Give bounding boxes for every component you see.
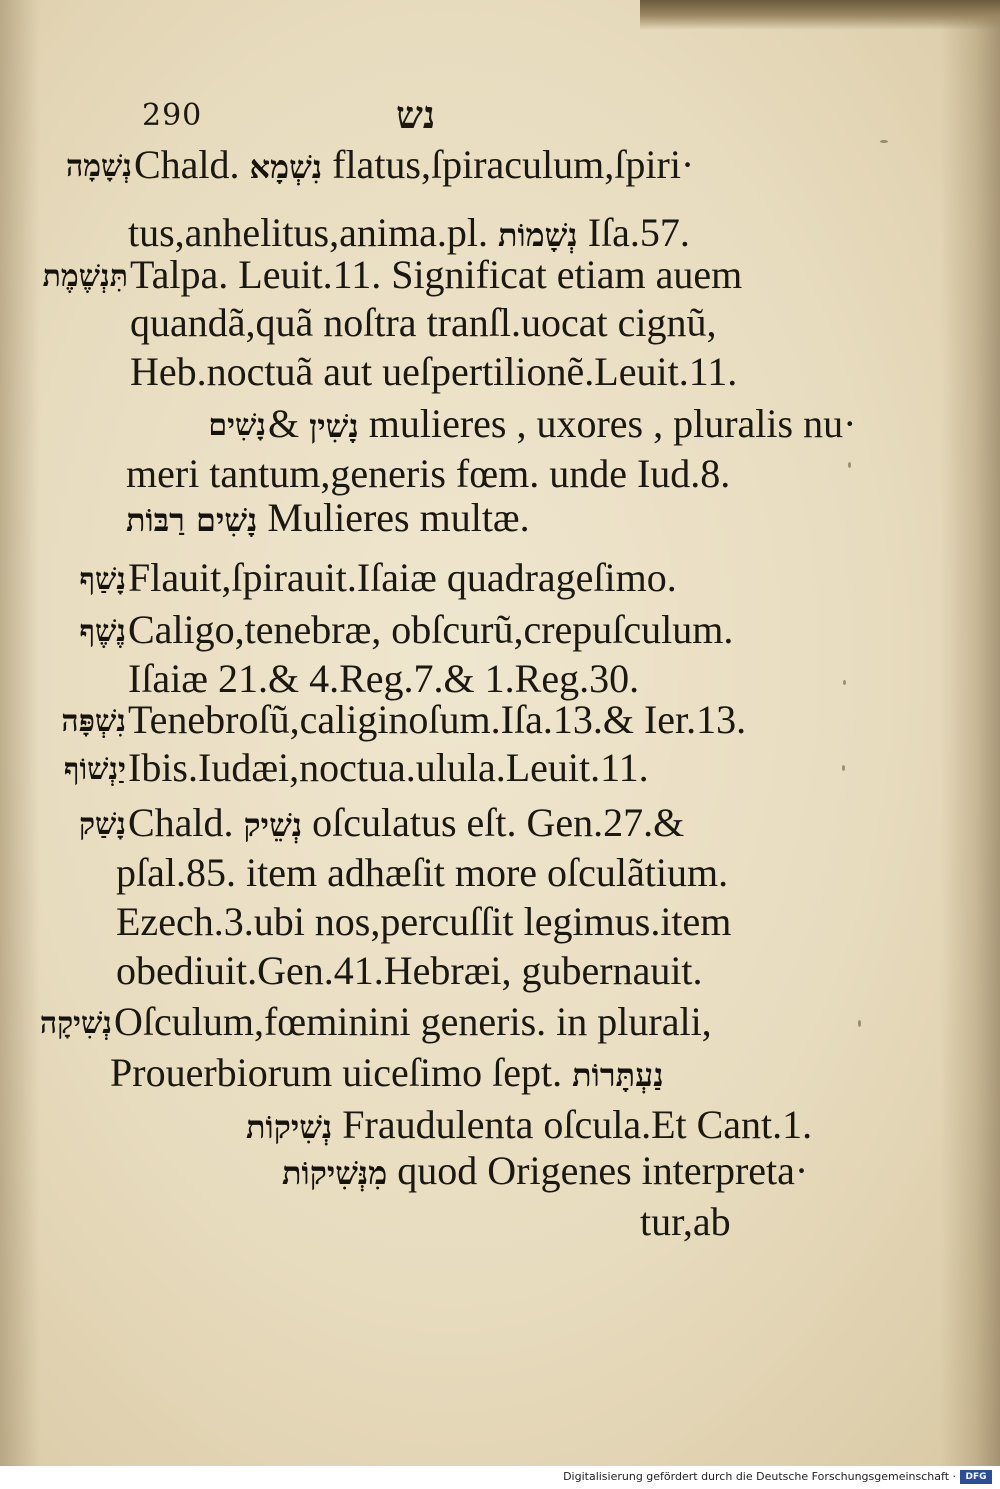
hebrew-word: נְשֵׁיק <box>243 806 303 844</box>
text-line: Chald. נְשֵׁיק oſculatus eſt. Gen.27.& <box>128 800 685 845</box>
text-line: מִנְּשִׁיקוֹת quod Origenes interpreta· <box>282 1148 809 1193</box>
headword-hebrew: נָשַׁף <box>79 562 126 597</box>
ink-speck <box>842 765 845 771</box>
text-line: Caligo,tenebræ, obſcurũ,crepuſculum. <box>128 607 734 652</box>
text-line: נָשִׁים רַבּוֹת Mulieres multæ. <box>126 495 530 540</box>
ink-speck <box>843 680 846 685</box>
text-line: Tenebroſũ,caliginoſum.Iſa.13.& Ier.13. <box>128 697 747 742</box>
text-line: Chald. נִשְׁמָא flatus,ſpiraculum,ſpiri· <box>134 142 695 187</box>
hebrew-word: נְשִׁיקוֹת <box>246 1108 333 1146</box>
running-head: נש <box>396 92 436 137</box>
text-line: Heb.noctuã aut ueſpertilionẽ.Leuit.11. <box>130 349 738 394</box>
hebrew-word: נָשִׁין <box>309 407 359 445</box>
text-line: pſal.85. item adhæſit more oſculãtium. <box>116 850 729 895</box>
text-line: Iſaiæ 21.& 4.Reg.7.& 1.Reg.30. <box>128 656 640 701</box>
headword-hebrew: נְשִׁיקָה <box>39 1006 112 1041</box>
text-line: Prouerbiorum uiceſimo ſept. נַעְתָּרוֹת <box>110 1050 664 1095</box>
text-line: quandã,quã noſtra tranſl.uocat cignũ, <box>130 300 717 345</box>
headword-hebrew: נֶשֶׁף <box>79 614 126 649</box>
text-line: & נָשִׁין mulieres , uxores , pluralis nu· <box>268 401 857 446</box>
headword-hebrew: יַנְשׁוֹף <box>63 752 126 787</box>
hebrew-word: נְשָׁמוֹת <box>497 216 578 254</box>
headword-hebrew: נָשַׁק <box>78 807 126 842</box>
hebrew-word: מִנְּשִׁיקוֹת <box>282 1154 388 1192</box>
text-line: Oſculum,fœminini generis. in plurali, <box>114 999 712 1044</box>
text-line: Ezech.3.ubi nos,percuſſit legimus.item <box>116 899 732 944</box>
ink-speck <box>880 140 888 143</box>
text-line: Flauit,ſpirauit.Iſaiæ quadrageſimo. <box>128 555 677 600</box>
text-line: נְשִׁיקוֹת Fraudulenta oſcula.Et Cant.1. <box>246 1102 813 1147</box>
hebrew-word: נִשְׁמָא <box>249 148 323 186</box>
text-line: tus,anhelitus,anima.pl. נְשָׁמוֹת Iſa.57. <box>128 210 690 255</box>
footer <box>0 1466 1000 1489</box>
ink-speck <box>858 1020 861 1027</box>
ink-speck <box>848 462 851 468</box>
headword-hebrew: תִּנְשֶׁמֶת <box>42 259 128 294</box>
text-line: Talpa. Leuit.11. Significat etiam auem <box>130 252 743 297</box>
headword-hebrew: נָשִׁים <box>208 408 266 443</box>
digitization-credit: Digitalisierung gefördert durch die Deutsche Forschungsgemeinschaft · <box>563 1470 956 1483</box>
page-number: 290 <box>142 98 203 133</box>
hebrew-word: נַעְתָּרוֹת <box>572 1056 664 1094</box>
hebrew-word: נָשִׁים רַבּוֹת <box>126 501 258 539</box>
text-line: meri tantum,generis fœm. unde Iud.8. <box>126 451 731 496</box>
text-line: Ibis.Iudæi,noctua.ulula.Leuit.11. <box>128 745 649 790</box>
headword-hebrew: נִשְׁפָּה <box>61 704 126 739</box>
dfg-logo: DFG <box>960 1470 992 1484</box>
text-line: tur,ab <box>640 1199 731 1244</box>
text-line: obediuit.Gen.41.Hebræi, gubernauit. <box>116 948 703 993</box>
headword-hebrew: נְשָׁמָה <box>65 149 132 184</box>
